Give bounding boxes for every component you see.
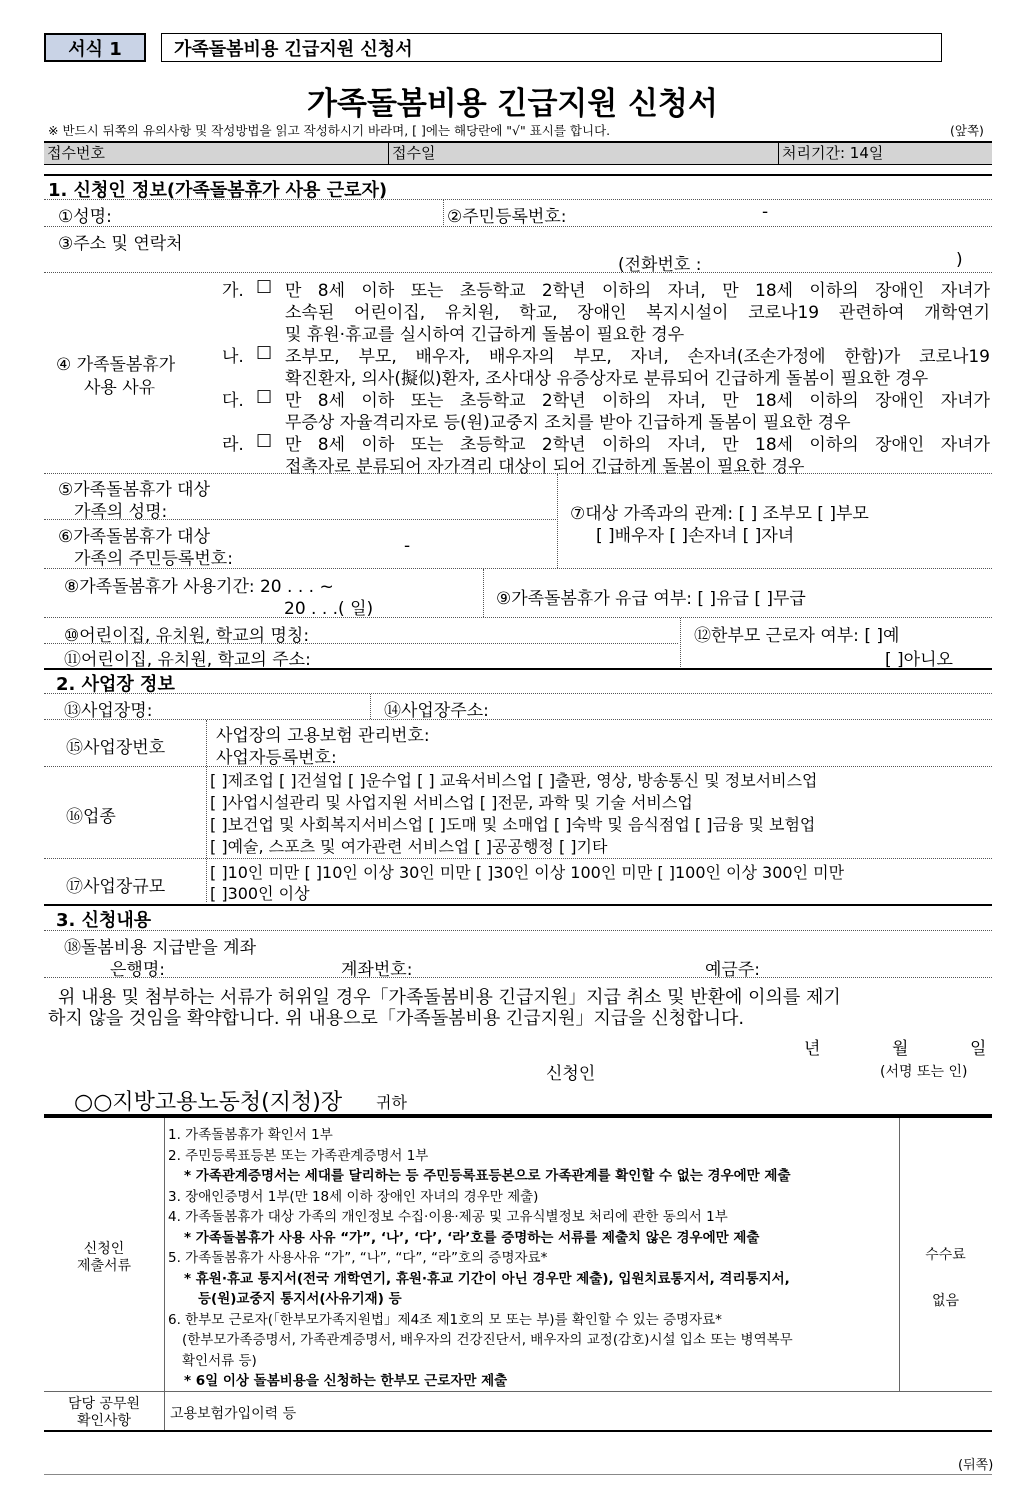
business-size-row[interactable]: [ ]10인 미만 [ ]10인 이상 30인 미만 [ ]30인 이상 100인 미만 [ ]100인 이상 300인 미만	[210, 863, 845, 882]
form-name: 가족돌봄비용 긴급지원 신청서	[174, 38, 413, 60]
fee-value: 없음	[931, 1293, 960, 1309]
applicant-rrn-field[interactable]: ②주민등록번호:	[447, 207, 567, 227]
document-item: 등(원)교중지 통지서(사유기재) 등	[198, 1291, 402, 1307]
back-side-label: (뒤쪽)	[958, 1458, 994, 1473]
reason-mark: 라.	[222, 435, 244, 455]
document-item: 4. 가족돌봄휴가 대상 가족의 개인정보 수집·이용·제공 및 고유식별정보 처리에 관한 동의서 1부	[168, 1209, 728, 1225]
form-number-box	[44, 33, 146, 62]
industry-label: ⑯업종	[66, 807, 116, 827]
reason-text: 소속된 어린이집, 유치원, 학교, 장애인 복지시설이 코로나19 관련하여 개학연기	[285, 303, 990, 323]
addressee: ○○지방고용노동청(지청)장	[74, 1090, 343, 1115]
page-title: 가족돌봄비용 긴급지원 신청서	[307, 86, 718, 122]
leave-period-end[interactable]: 20 . . .( 일)	[284, 599, 374, 619]
industry-option-row[interactable]: [ ]제조업 [ ]건설업 [ ]운수업 [ ] 교육서비스업 [ ]출판, 영상, 방송통신 및 정보서비스업	[210, 771, 818, 790]
applicant-name-field[interactable]: ①성명:	[58, 207, 112, 227]
phone-close: )	[956, 250, 963, 270]
documents-label-line1: 신청인	[83, 1241, 125, 1257]
reason-text: 조부모, 부모, 배우자, 배우자의 부모, 자녀, 손자녀(조손가정에 한함)가 코로나19	[285, 347, 990, 367]
notice-text: ※ 반드시 뒤쪽의 유의사항 및 작성방법을 읽고 작성하시기 바라며, [ ]에는 해당란에 "√" 표시를 합니다.	[48, 123, 611, 138]
document-item: 6. 한부모 근로자(「한부모가족지원법」제4조 제1호의 모 또는 부)를 확인할 수 있는 증명자료*	[168, 1311, 722, 1328]
reason-mark: 다.	[222, 391, 244, 411]
industry-option-row[interactable]: [ ]예술, 스포츠 및 여가관련 서비스업 [ ]공공행정 [ ]기타	[210, 837, 608, 856]
account-label: ⑱돌봄비용 지급받을 계좌	[64, 938, 257, 958]
document-item: (한부모가족증명서, 가족관계증명서, 배우자의 건강진단서, 배우자의 교정(감호)시설 입소 또는 병역복무	[182, 1332, 793, 1348]
date-day: 일	[970, 1039, 987, 1059]
school-name-field[interactable]: ⑩어린이집, 유치원, 학교의 명칭:	[64, 626, 310, 646]
front-side-label: (앞쪽)	[950, 123, 984, 138]
single-parent-line2[interactable]: [ ]아니오	[885, 650, 953, 670]
family-name-line1: ⑤가족돌봄휴가 대상	[58, 480, 211, 500]
reason-text: 접촉자로 분류되어 자가격리 대상이 되어 긴급하게 돌봄이 필요한 경우	[285, 457, 805, 477]
fee-label: 수수료	[925, 1247, 966, 1263]
family-name-field[interactable]: 가족의 성명:	[74, 502, 168, 522]
industry-option-row[interactable]: [ ]사업시설관리 및 사업지원 서비스업 [ ]전문, 과학 및 기술 서비스업	[210, 793, 693, 812]
addressee-suffix: 귀하	[376, 1093, 407, 1112]
document-item: * 6일 이상 돌봄비용을 신청하는 한부모 근로자만 제출	[184, 1373, 508, 1389]
pledge-line2: 하지 않을 것임을 확약합니다. 위 내용으로「가족돌봄비용 긴급지원」지급을 신청합니다.	[48, 1008, 745, 1029]
reason-label-line2: 사용 사유	[84, 378, 156, 398]
account-number-field[interactable]: 계좌번호:	[341, 960, 413, 980]
document-item: 3. 장애인증명서 1부(만 18세 이하 장애인 자녀의 경우만 제출)	[168, 1188, 539, 1205]
reason-text: 무증상 자율격리자로 등(원)교중지 조치를 받아 긴급하게 돌봄이 필요한 경우	[285, 413, 851, 433]
business-number-label: ⑮사업장번호	[66, 738, 166, 758]
document-item: 1. 가족돌봄휴가 확인서 1부	[168, 1127, 333, 1143]
bank-name-field[interactable]: 은행명:	[110, 960, 165, 980]
document-item: 확인서류 등)	[182, 1352, 257, 1369]
reason-text: 만 8세 이하 또는 초등학교 2학년 이하의 자녀, 만 18세 이하의 장애인 자녀가	[285, 391, 990, 411]
date-year: 년	[804, 1039, 821, 1059]
business-name-field[interactable]: ⑬사업장명:	[64, 701, 153, 721]
document-item: * 가족관계증명서는 세대를 달리하는 등 주민등록표등본으로 가족관계를 확인할 수 없는 경우에만 제출	[184, 1168, 791, 1184]
business-address-field[interactable]: ⑭사업장주소:	[384, 701, 489, 721]
reason-checkbox[interactable]: □	[256, 342, 273, 362]
relation-field-line1[interactable]: ⑦대상 가족과의 관계: [ ] 조부모 [ ]부모	[570, 504, 869, 524]
reason-text: 확진환자, 의사(擬似)환자, 조사대상 유증상자로 분류되어 긴급하게 돌봄이 필요한 경우	[285, 369, 929, 389]
insurance-number-field[interactable]: 사업장의 고용보험 관리번호:	[216, 726, 430, 746]
business-size-row[interactable]: [ ]300인 이상	[210, 884, 310, 903]
account-holder-field[interactable]: 예금주:	[705, 960, 760, 980]
date-month: 월	[892, 1039, 909, 1059]
industry-option-row[interactable]: [ ]보건업 및 사회복지서비스업 [ ]도매 및 소매업 [ ]숙박 및 음식점업 [ ]금융 및 보험업	[210, 815, 816, 834]
receipt-number: 접수번호	[47, 144, 105, 162]
section-1-title: 1. 신청인 정보(가족돌봄휴가 사용 근로자)	[48, 180, 388, 201]
paid-leave-field[interactable]: ⑨가족돌봄휴가 유급 여부: [ ]유급 [ ]무급	[496, 589, 806, 609]
registration-number-field[interactable]: 사업자등록번호:	[216, 748, 337, 768]
phone-field[interactable]: (전화번호 :	[618, 255, 702, 275]
applicant-rrn-dash: -	[762, 202, 769, 222]
reason-text: 만 8세 이하 또는 초등학교 2학년 이하의 자녀, 만 18세 이하의 장애인 자녀가	[285, 281, 990, 301]
section-2-title: 2. 사업장 정보	[56, 674, 175, 695]
applicant-label: 신청인	[546, 1064, 596, 1084]
reason-mark: 가.	[222, 281, 244, 301]
school-address-field[interactable]: ⑪어린이집, 유치원, 학교의 주소:	[64, 650, 311, 670]
official-check-value: 고용보험가입이력 등	[170, 1406, 297, 1422]
official-label-line2: 확인사항	[76, 1413, 132, 1429]
relation-field-line2[interactable]: [ ]배우자 [ ]손자녀 [ ]자녀	[596, 526, 795, 546]
reason-text: 만 8세 이하 또는 초등학교 2학년 이하의 자녀, 만 18세 이하의 장애인 자녀가	[285, 435, 990, 455]
receipt-date: 접수일	[392, 144, 436, 162]
reason-checkbox[interactable]: □	[256, 430, 273, 450]
family-rrn-line1: ⑥가족돌봄휴가 대상	[58, 527, 211, 547]
document-item: 5. 가족돌봄휴가 사용사유 “가”, “나”, “다”, “라”호의 증명자료*	[168, 1250, 548, 1266]
family-rrn-field[interactable]: 가족의 주민등록번호:	[74, 549, 233, 569]
reason-text: 및 휴원·휴교를 실시하여 긴급하게 돌봄이 필요한 경우	[285, 325, 685, 345]
single-parent-line1[interactable]: ⑫한부모 근로자 여부: [ ]예	[694, 626, 900, 646]
reason-label-line1: ④ 가족돌봄휴가	[56, 355, 176, 375]
processing-period: 처리기간: 14일	[782, 144, 884, 162]
signature-field[interactable]: (서명 또는 인)	[880, 1064, 968, 1080]
address-contact-field[interactable]: ③주소 및 연락처	[58, 234, 183, 254]
section-3-title: 3. 신청내용	[56, 910, 152, 931]
official-label-line1: 담당 공무원	[67, 1396, 141, 1412]
documents-label-line2: 제출서류	[76, 1258, 132, 1274]
document-item: * 가족돌봄휴가 사용 사유 “가”, ‘나’, ‘다’, ‘라’호를 증명하는 서류를 제출치 않은 경우에만 제출	[184, 1229, 760, 1246]
leave-period-field[interactable]: ⑧가족돌봄휴가 사용기간: 20 . . . ~	[64, 577, 334, 597]
reason-mark: 나.	[222, 347, 244, 367]
family-rrn-dash: -	[404, 536, 411, 556]
document-item: 2. 주민등록표등본 또는 가족관계증명서 1부	[168, 1147, 429, 1164]
document-item: * 휴원·휴교 통지서(전국 개학연기, 휴원·휴교 기간이 아닌 경우만 제출), 입원치료통지서, 격리통지서,	[184, 1270, 790, 1287]
business-size-label: ⑰사업장규모	[66, 877, 166, 897]
pledge-line1: 위 내용 및 첨부하는 서류가 허위일 경우「가족돌봄비용 긴급지원」지급 취소 및 반환에 이의를 제기	[58, 987, 841, 1008]
form-name-box	[161, 33, 942, 62]
reason-checkbox[interactable]: □	[256, 276, 273, 296]
reason-checkbox[interactable]: □	[256, 386, 273, 406]
form-number: 서식 1	[68, 38, 122, 60]
